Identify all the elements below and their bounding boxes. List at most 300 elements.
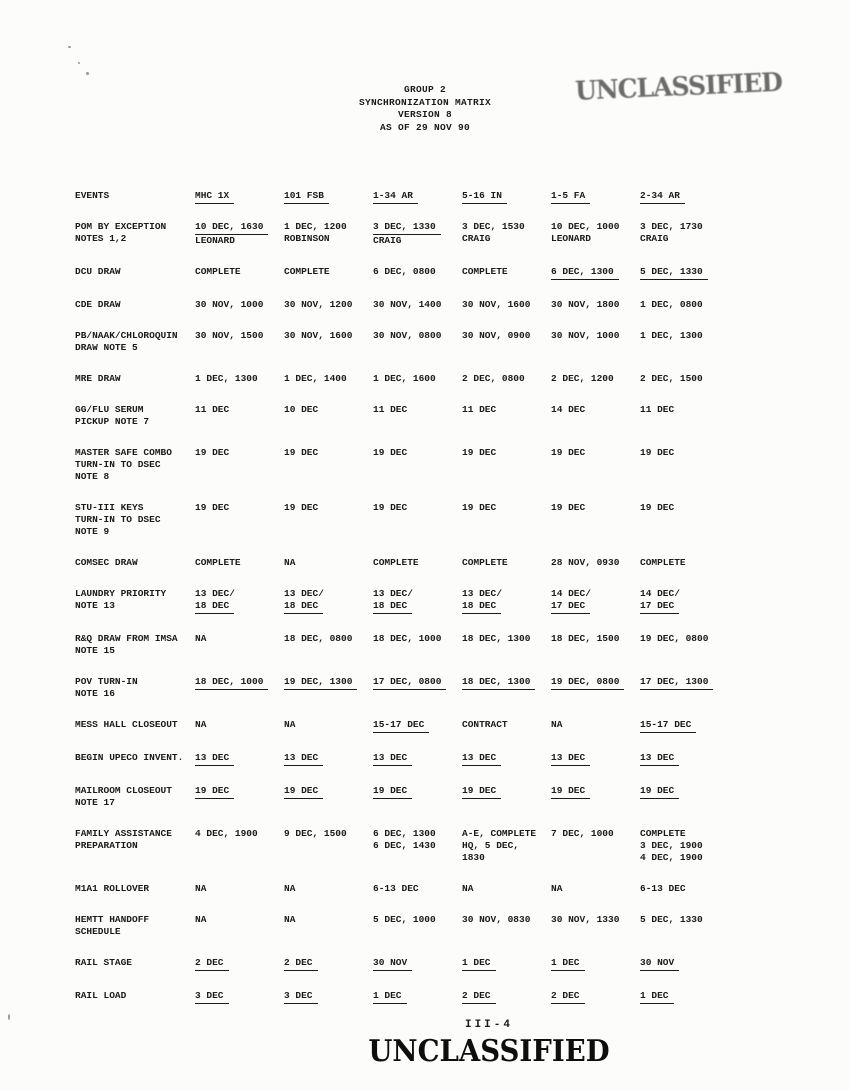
cell-value: 10 DEC, 1000 bbox=[551, 221, 620, 232]
cell-value: 5 DEC, 1330 bbox=[640, 266, 708, 280]
cell-value: CRAIG bbox=[640, 233, 669, 244]
cell-value: 19 DEC, 0800 bbox=[551, 676, 624, 690]
title-asof-date: AS OF 29 NOV 90 bbox=[379, 121, 470, 133]
value-cell bbox=[462, 373, 551, 385]
unclassified-stamp-bottom: UNCLASSIFIED bbox=[368, 1034, 610, 1069]
value-cell bbox=[551, 957, 640, 971]
cell-value: 7 DEC, 1000 bbox=[551, 828, 614, 839]
event-cell bbox=[75, 330, 195, 354]
value-cell bbox=[195, 883, 284, 895]
cell-value: 6 DEC, 1300 bbox=[551, 266, 619, 280]
table-row bbox=[75, 266, 845, 280]
value-cell bbox=[373, 502, 462, 538]
value-cell bbox=[462, 676, 551, 700]
value-cell bbox=[462, 990, 551, 1004]
table-row bbox=[75, 330, 845, 354]
cell-value: COMPLETE bbox=[640, 828, 686, 839]
table-row bbox=[75, 299, 845, 311]
value-cell bbox=[373, 957, 462, 971]
value-cell bbox=[373, 785, 462, 809]
value-cell bbox=[284, 299, 373, 311]
event-label: FAMILY ASSISTANCE bbox=[75, 828, 172, 839]
scan-artifact bbox=[86, 72, 89, 75]
event-cell bbox=[75, 676, 195, 700]
unit-column-header bbox=[195, 190, 284, 204]
cell-value: 2 DEC, 1200 bbox=[551, 373, 614, 384]
cell-value: 17 DEC bbox=[551, 600, 590, 614]
value-cell bbox=[373, 299, 462, 311]
value-cell bbox=[551, 588, 640, 614]
cell-value: 4 DEC, 1900 bbox=[640, 852, 703, 863]
cell-value: 2 DEC bbox=[195, 957, 229, 971]
value-cell bbox=[640, 221, 735, 247]
cell-value: LEONARD bbox=[195, 235, 235, 246]
cell-value: 18 DEC bbox=[284, 600, 323, 614]
value-cell bbox=[373, 719, 462, 733]
cell-value: 18 DEC, 1000 bbox=[195, 676, 268, 690]
value-cell bbox=[373, 266, 462, 280]
value-cell bbox=[551, 676, 640, 700]
cell-value: 19 DEC bbox=[462, 785, 501, 799]
cell-value: 19 DEC bbox=[284, 785, 323, 799]
cell-value: 30 NOV, 1400 bbox=[373, 299, 442, 310]
unit-column-header bbox=[462, 190, 551, 204]
value-cell bbox=[195, 299, 284, 311]
cell-value: 30 NOV, 1330 bbox=[551, 914, 620, 925]
cell-value: 19 DEC bbox=[195, 447, 230, 458]
table-row bbox=[75, 557, 845, 569]
cell-value: 6 DEC, 0800 bbox=[373, 266, 436, 277]
value-cell bbox=[373, 447, 462, 483]
value-cell bbox=[195, 588, 284, 614]
value-cell bbox=[462, 957, 551, 971]
value-cell bbox=[284, 588, 373, 614]
scan-artifact bbox=[8, 1014, 10, 1020]
value-cell bbox=[551, 752, 640, 766]
cell-value: 15-17 DEC bbox=[640, 719, 696, 733]
value-cell bbox=[551, 785, 640, 809]
value-cell bbox=[284, 221, 373, 247]
event-label: DCU DRAW bbox=[75, 266, 121, 277]
event-cell bbox=[75, 373, 195, 385]
value-cell bbox=[551, 828, 640, 864]
value-cell bbox=[195, 447, 284, 483]
value-cell bbox=[640, 957, 735, 971]
cell-value: 28 NOV, 0930 bbox=[551, 557, 620, 568]
event-cell bbox=[75, 266, 195, 280]
value-cell bbox=[373, 828, 462, 864]
cell-value: 19 DEC bbox=[195, 785, 234, 799]
cell-value: 11 DEC bbox=[640, 404, 675, 415]
value-cell bbox=[640, 828, 735, 864]
cell-value: COMPLETE bbox=[284, 266, 330, 277]
cell-value: 18 DEC, 1500 bbox=[551, 633, 620, 644]
cell-value: 19 DEC bbox=[373, 785, 412, 799]
event-label: MAILROOM CLOSEOUT bbox=[75, 785, 172, 796]
cell-value: 10 DEC bbox=[284, 404, 319, 415]
cell-value: 3 DEC, 1330 bbox=[373, 221, 441, 235]
value-cell bbox=[373, 990, 462, 1004]
column-header-label: MHC 1X bbox=[195, 190, 234, 204]
cell-value: 30 NOV, 1500 bbox=[195, 330, 264, 341]
cell-value: CRAIG bbox=[373, 235, 402, 246]
cell-value: 1 DEC bbox=[640, 990, 674, 1004]
value-cell bbox=[373, 373, 462, 385]
cell-value: NA bbox=[284, 883, 296, 894]
value-cell bbox=[195, 633, 284, 657]
cell-value: 2 DEC bbox=[551, 990, 585, 1004]
table-row bbox=[75, 221, 845, 247]
value-cell bbox=[373, 883, 462, 895]
event-cell bbox=[75, 828, 195, 864]
cell-value: 13 DEC/ bbox=[195, 588, 235, 599]
cell-value: 19 DEC bbox=[640, 785, 679, 799]
value-cell bbox=[462, 299, 551, 311]
column-header-label: 2-34 AR bbox=[640, 190, 685, 204]
cell-value: 18 DEC bbox=[195, 600, 234, 614]
value-cell bbox=[373, 676, 462, 700]
cell-value: NA bbox=[551, 719, 563, 730]
cell-value: 3 DEC, 1530 bbox=[462, 221, 525, 232]
cell-value: ROBINSON bbox=[284, 233, 330, 244]
value-cell bbox=[462, 221, 551, 247]
event-label: DRAW NOTE 5 bbox=[75, 342, 138, 353]
event-cell bbox=[75, 990, 195, 1004]
event-label: NOTE 15 bbox=[75, 645, 115, 656]
table-row bbox=[75, 752, 845, 766]
column-header-label: 1-34 AR bbox=[373, 190, 418, 204]
value-cell bbox=[462, 557, 551, 569]
cell-value: 2 DEC, 1500 bbox=[640, 373, 703, 384]
event-label: R&Q DRAW FROM IMSA bbox=[75, 633, 178, 644]
cell-value: 13 DEC/ bbox=[373, 588, 413, 599]
cell-value: 30 NOV, 1000 bbox=[551, 330, 620, 341]
event-label: M1A1 ROLLOVER bbox=[75, 883, 150, 894]
value-cell bbox=[284, 502, 373, 538]
value-cell bbox=[195, 752, 284, 766]
value-cell bbox=[640, 719, 735, 733]
cell-value: 1 DEC, 1300 bbox=[640, 330, 703, 341]
scan-artifact bbox=[78, 62, 80, 64]
value-cell bbox=[284, 752, 373, 766]
event-label: TURN-IN TO DSEC bbox=[75, 514, 161, 525]
table-row bbox=[75, 883, 845, 895]
cell-value: 18 DEC bbox=[373, 600, 412, 614]
value-cell bbox=[284, 557, 373, 569]
table-header-row bbox=[75, 190, 845, 204]
cell-value: NA bbox=[284, 719, 296, 730]
value-cell bbox=[373, 404, 462, 428]
event-label: HEMTT HANDOFF bbox=[75, 914, 150, 925]
event-label: NOTE 13 bbox=[75, 600, 115, 611]
value-cell bbox=[373, 588, 462, 614]
cell-value: CONTRACT bbox=[462, 719, 508, 730]
value-cell bbox=[284, 373, 373, 385]
cell-value: 10 DEC, 1630 bbox=[195, 221, 268, 235]
value-cell bbox=[462, 266, 551, 280]
cell-value: 19 DEC bbox=[373, 447, 408, 458]
title-version: VERSION 8 bbox=[397, 109, 452, 120]
value-cell bbox=[551, 266, 640, 280]
value-cell bbox=[462, 883, 551, 895]
value-cell bbox=[195, 266, 284, 280]
cell-value: 17 DEC, 1300 bbox=[640, 676, 713, 690]
event-label: PREPARATION bbox=[75, 840, 138, 851]
title-group: GROUP 2 bbox=[403, 84, 446, 95]
event-label: RAIL STAGE bbox=[75, 957, 133, 968]
value-cell bbox=[195, 914, 284, 938]
event-label: MASTER SAFE COMBO bbox=[75, 447, 172, 458]
event-label: NOTE 8 bbox=[75, 471, 110, 482]
value-cell bbox=[640, 588, 735, 614]
event-cell bbox=[75, 221, 195, 247]
cell-value: NA bbox=[195, 719, 207, 730]
event-cell bbox=[75, 752, 195, 766]
value-cell bbox=[462, 447, 551, 483]
unit-column-header bbox=[551, 190, 640, 204]
cell-value: 2 DEC, 0800 bbox=[462, 373, 525, 384]
value-cell bbox=[284, 883, 373, 895]
value-cell bbox=[195, 719, 284, 733]
value-cell bbox=[551, 221, 640, 247]
cell-value: NA bbox=[462, 883, 474, 894]
table-row bbox=[75, 676, 845, 700]
cell-value: COMPLETE bbox=[462, 266, 508, 277]
event-label: LAUNDRY PRIORITY bbox=[75, 588, 167, 599]
event-label: CDE DRAW bbox=[75, 299, 121, 310]
cell-value: 18 DEC, 1300 bbox=[462, 633, 531, 644]
cell-value: A-E, COMPLETE bbox=[462, 828, 537, 839]
cell-value: 13 DEC bbox=[462, 752, 501, 766]
value-cell bbox=[195, 404, 284, 428]
cell-value: 13 DEC/ bbox=[284, 588, 324, 599]
cell-value: 19 DEC bbox=[195, 502, 230, 513]
value-cell bbox=[284, 785, 373, 809]
value-cell bbox=[640, 299, 735, 311]
cell-value: NA bbox=[195, 914, 207, 925]
value-cell bbox=[284, 447, 373, 483]
cell-value: 18 DEC, 0800 bbox=[284, 633, 353, 644]
value-cell bbox=[462, 588, 551, 614]
value-cell bbox=[640, 557, 735, 569]
value-cell bbox=[462, 330, 551, 354]
value-cell bbox=[195, 676, 284, 700]
value-cell bbox=[195, 221, 284, 247]
table-row bbox=[75, 719, 845, 733]
table-row bbox=[75, 447, 845, 483]
cell-value: 30 NOV, 1600 bbox=[284, 330, 353, 341]
cell-value: 14 DEC/ bbox=[551, 588, 591, 599]
cell-value: 1 DEC, 1600 bbox=[373, 373, 436, 384]
table-row bbox=[75, 990, 845, 1004]
event-cell bbox=[75, 557, 195, 569]
cell-value: 30 NOV, 1200 bbox=[284, 299, 353, 310]
table-row bbox=[75, 828, 845, 864]
value-cell bbox=[195, 828, 284, 864]
value-cell bbox=[551, 557, 640, 569]
cell-value: 5 DEC, 1000 bbox=[373, 914, 436, 925]
cell-value: NA bbox=[195, 633, 207, 644]
sync-matrix-table bbox=[75, 190, 845, 1023]
table-row bbox=[75, 502, 845, 538]
cell-value: 18 DEC, 1300 bbox=[462, 676, 535, 690]
event-label: NOTE 9 bbox=[75, 526, 110, 537]
cell-value: 3 DEC bbox=[195, 990, 229, 1004]
value-cell bbox=[462, 404, 551, 428]
event-label: STU-III KEYS bbox=[75, 502, 144, 513]
cell-value: 3 DEC, 1900 bbox=[640, 840, 703, 851]
unit-column-header bbox=[640, 190, 735, 204]
cell-value: 6-13 DEC bbox=[640, 883, 686, 894]
title-matrix: SYNCHRONIZATION MATRIX bbox=[358, 96, 492, 108]
cell-value: 30 NOV, 1000 bbox=[195, 299, 264, 310]
value-cell bbox=[284, 990, 373, 1004]
value-cell bbox=[373, 221, 462, 247]
cell-value: 13 DEC/ bbox=[462, 588, 502, 599]
column-header-label: 5-16 IN bbox=[462, 190, 507, 204]
value-cell bbox=[640, 266, 735, 280]
value-cell bbox=[551, 404, 640, 428]
value-cell bbox=[640, 404, 735, 428]
event-label: RAIL LOAD bbox=[75, 990, 127, 1001]
cell-value: 13 DEC bbox=[195, 752, 234, 766]
cell-value: 1 DEC bbox=[462, 957, 496, 971]
cell-value: 19 DEC bbox=[551, 447, 586, 458]
cell-value: 30 NOV, 0900 bbox=[462, 330, 531, 341]
column-header-label: 101 FSB bbox=[284, 190, 329, 204]
cell-value: 30 NOV bbox=[640, 957, 679, 971]
cell-value: 19 DEC bbox=[640, 502, 675, 513]
table-row bbox=[75, 373, 845, 385]
value-cell bbox=[195, 330, 284, 354]
unit-column-header bbox=[373, 190, 462, 204]
event-label: MESS HALL CLOSEOUT bbox=[75, 719, 178, 730]
value-cell bbox=[373, 633, 462, 657]
value-cell bbox=[551, 719, 640, 733]
value-cell bbox=[551, 914, 640, 938]
value-cell bbox=[640, 785, 735, 809]
table-row bbox=[75, 588, 845, 614]
cell-value: 30 NOV, 0800 bbox=[373, 330, 442, 341]
value-cell bbox=[195, 785, 284, 809]
value-cell bbox=[373, 557, 462, 569]
cell-value: 2 DEC bbox=[284, 957, 318, 971]
value-cell bbox=[640, 633, 735, 657]
table-row bbox=[75, 785, 845, 809]
cell-value: 4 DEC, 1900 bbox=[195, 828, 258, 839]
event-label: PB/NAAK/CHLOROQUIN bbox=[75, 330, 178, 341]
cell-value: 13 DEC bbox=[640, 752, 679, 766]
cell-value: 1 DEC, 1200 bbox=[284, 221, 347, 232]
cell-value: 1 DEC, 1400 bbox=[284, 373, 347, 384]
page-number: III-4 bbox=[464, 1019, 513, 1031]
table-row bbox=[75, 633, 845, 657]
value-cell bbox=[195, 373, 284, 385]
unclassified-stamp-top: UNCLASSIFIED bbox=[574, 66, 783, 107]
cell-value: 19 DEC bbox=[551, 785, 590, 799]
event-label: NOTE 16 bbox=[75, 688, 115, 699]
cell-value: 6-13 DEC bbox=[373, 883, 419, 894]
cell-value: CRAIG bbox=[462, 233, 491, 244]
event-cell bbox=[75, 447, 195, 483]
table-row bbox=[75, 914, 845, 938]
cell-value: 30 NOV, 1800 bbox=[551, 299, 620, 310]
cell-value: 11 DEC bbox=[462, 404, 497, 415]
column-header-label: 1-5 FA bbox=[551, 190, 590, 204]
value-cell bbox=[640, 990, 735, 1004]
event-label: GG/FLU SERUM bbox=[75, 404, 144, 415]
event-cell bbox=[75, 957, 195, 971]
value-cell bbox=[551, 990, 640, 1004]
value-cell bbox=[640, 373, 735, 385]
cell-value: 11 DEC bbox=[373, 404, 408, 415]
cell-value: 15-17 DEC bbox=[373, 719, 429, 733]
page-footer bbox=[64, 1018, 850, 1067]
value-cell bbox=[640, 502, 735, 538]
cell-value: 17 DEC, 0800 bbox=[373, 676, 446, 690]
value-cell bbox=[284, 266, 373, 280]
cell-value: 19 DEC bbox=[551, 502, 586, 513]
event-label: PICKUP NOTE 7 bbox=[75, 416, 150, 427]
cell-value: NA bbox=[195, 883, 207, 894]
value-cell bbox=[284, 404, 373, 428]
cell-value: 19 DEC bbox=[284, 447, 319, 458]
cell-value: 1 DEC, 1300 bbox=[195, 373, 258, 384]
value-cell bbox=[284, 828, 373, 864]
value-cell bbox=[195, 990, 284, 1004]
cell-value: 30 NOV, 1600 bbox=[462, 299, 531, 310]
event-cell bbox=[75, 633, 195, 657]
cell-value: COMPLETE bbox=[195, 557, 241, 568]
cell-value: 30 NOV, 0830 bbox=[462, 914, 531, 925]
value-cell bbox=[551, 447, 640, 483]
cell-value: 19 DEC, 1300 bbox=[284, 676, 357, 690]
event-cell bbox=[75, 785, 195, 809]
cell-value: 6 DEC, 1300 bbox=[373, 828, 436, 839]
value-cell bbox=[462, 502, 551, 538]
cell-value: 13 DEC bbox=[284, 752, 323, 766]
cell-value: 14 DEC bbox=[551, 404, 586, 415]
column-header-label: EVENTS bbox=[75, 190, 110, 201]
cell-value: 19 DEC bbox=[284, 502, 319, 513]
value-cell bbox=[640, 752, 735, 766]
cell-value: COMPLETE bbox=[462, 557, 508, 568]
value-cell bbox=[640, 883, 735, 895]
cell-value: 9 DEC, 1500 bbox=[284, 828, 347, 839]
cell-value: COMPLETE bbox=[195, 266, 241, 277]
value-cell bbox=[373, 752, 462, 766]
value-cell bbox=[373, 330, 462, 354]
value-cell bbox=[640, 676, 735, 700]
scan-artifact bbox=[68, 46, 71, 48]
value-cell bbox=[195, 957, 284, 971]
value-cell bbox=[551, 633, 640, 657]
value-cell bbox=[462, 719, 551, 733]
cell-value: 19 DEC, 0800 bbox=[640, 633, 709, 644]
cell-value: 19 DEC bbox=[640, 447, 675, 458]
event-label: COMSEC DRAW bbox=[75, 557, 138, 568]
cell-value: 2 DEC bbox=[462, 990, 496, 1004]
cell-value: LEONARD bbox=[551, 233, 591, 244]
cell-value: 3 DEC, 1730 bbox=[640, 221, 703, 232]
cell-value: 11 DEC bbox=[195, 404, 230, 415]
cell-value: 14 DEC/ bbox=[640, 588, 680, 599]
event-label: TURN-IN TO DSEC bbox=[75, 459, 161, 470]
cell-value: 1 DEC bbox=[551, 957, 585, 971]
event-cell bbox=[75, 404, 195, 428]
event-label: SCHEDULE bbox=[75, 926, 121, 937]
value-cell bbox=[284, 330, 373, 354]
